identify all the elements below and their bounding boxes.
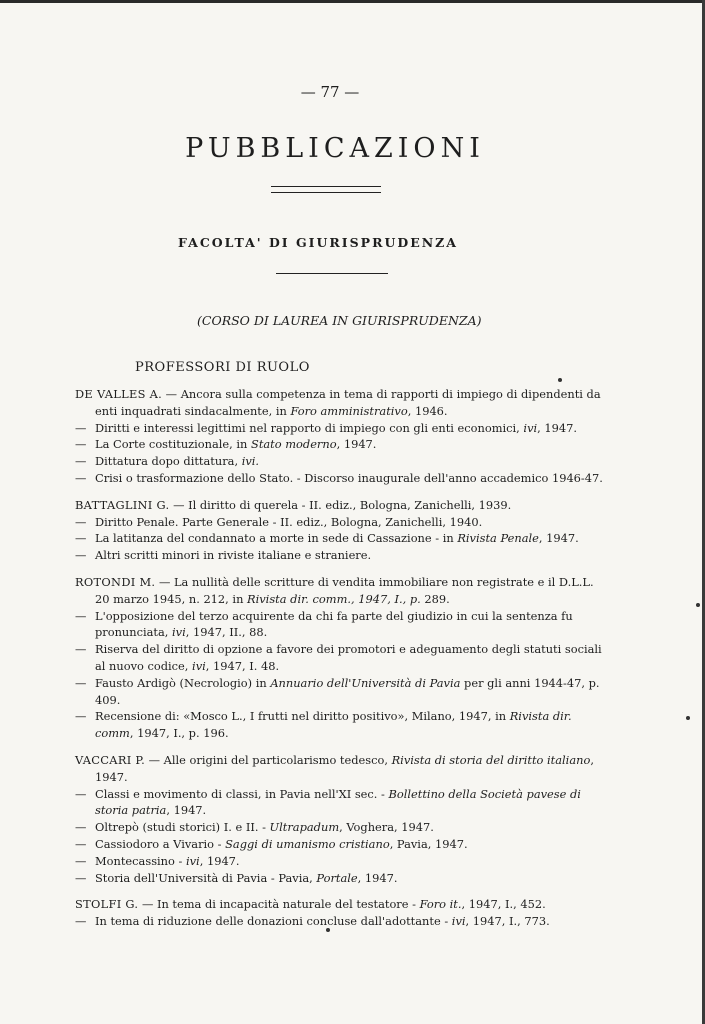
- entry-text: per gli anni 1944-47, p. 409.: [95, 675, 600, 707]
- publication-entry: [75, 608, 605, 642]
- entry-text: Altri scritti minori in riviste italiane e straniere.: [95, 548, 372, 563]
- publication-entry: [75, 853, 605, 870]
- publication-entry: [75, 530, 605, 547]
- entry-text: Montecassino -: [95, 853, 186, 868]
- publication-entry: [75, 420, 605, 437]
- page-top-edge: [0, 0, 705, 3]
- entry-text: — La nullità delle scritture di vendita immobiliare non registrate e il D.L.L. 20 marzo 1945, n. 212, in: [95, 574, 594, 606]
- entry-dash: —: [75, 437, 87, 452]
- entry-text: Recensione di: «Mosco L., I frutti nel diritto positivo», Milano, 1947, in: [95, 709, 510, 724]
- citation-source: Foro it.: [419, 897, 462, 912]
- section-heading: PROFESSORI DI RUOLO: [135, 360, 310, 375]
- publication-entry: [75, 819, 605, 836]
- entry-text: La latitanza del condannato a morte in sede di Cassazione - in: [95, 531, 458, 546]
- citation-source: ivi: [192, 658, 206, 673]
- entry-text: , 1947, I., p. 196.: [129, 726, 229, 741]
- print-speck: [326, 928, 330, 932]
- author-name: STOLFI G.: [75, 897, 139, 912]
- entry-dash: —: [75, 608, 87, 623]
- citation-source: Stato moderno: [251, 437, 337, 452]
- citation-source: ivi: [451, 914, 466, 929]
- entry-text: — In tema di incapacità naturale del testatore -: [138, 897, 420, 912]
- entry-text: — Alle origini del particolarismo tedesco,: [145, 752, 392, 767]
- publication-entry: [75, 514, 605, 531]
- publication-list: [75, 386, 605, 930]
- publication-entry: [75, 836, 605, 853]
- entry-dash: —: [75, 836, 87, 851]
- entry-dash: —: [75, 853, 87, 868]
- print-speck: [696, 603, 700, 607]
- citation-source: Ultrapadum: [269, 820, 340, 835]
- entry-text: Diritto Penale. Parte Generale - II. ediz., Bologna, Zanichelli, 1940.: [95, 514, 483, 529]
- publication-entry: [75, 641, 605, 675]
- publication-entry: [75, 436, 605, 453]
- entry-text: — Ancora sulla competenza in tema di rapporti di impiego di dipendenti da enti inquadrati sindacalmente, in: [95, 387, 601, 418]
- entry-text: , 1947, II., 88.: [185, 625, 268, 640]
- page-number: — 77 —: [300, 83, 360, 101]
- citation-source: Foro amministrativo: [290, 403, 408, 418]
- entry-text: , 1947.: [166, 803, 207, 818]
- publication-entry: [75, 453, 605, 470]
- entry-text: Cassiodoro a Vivario -: [95, 836, 226, 851]
- entry-text: , 1947, I., 773.: [465, 914, 550, 929]
- entry-text: , 1947.: [537, 420, 578, 435]
- entry-dash: —: [75, 675, 87, 690]
- entry-text: , Pavia, 1947.: [389, 836, 468, 851]
- entry-text: , 1947.: [357, 870, 398, 885]
- author-group: [75, 574, 605, 742]
- entry-text: , Voghera, 1947.: [339, 820, 434, 835]
- entry-dash: —: [75, 642, 87, 657]
- citation-source: ivi: [523, 420, 538, 435]
- course-heading: (CORSO DI LAUREA IN GIURISPRUDENZA): [197, 313, 482, 328]
- entry-text: Fausto Ardigò (Necrologio) in: [95, 675, 271, 690]
- author-group: [75, 386, 605, 487]
- citation-source: Annuario dell'Università di Pavia: [270, 675, 461, 690]
- entry-text: La Corte costituzionale, in: [95, 437, 252, 452]
- author-name: DE VALLES A.: [75, 387, 163, 401]
- citation-source: Rivista di storia del diritto italiano: [391, 752, 591, 767]
- entry-dash: —: [75, 454, 87, 469]
- citation-source: ivi: [172, 625, 186, 640]
- publication-entry: [75, 786, 605, 820]
- entry-dash: —: [75, 420, 87, 435]
- citation-source: ivi.: [241, 454, 260, 469]
- entry-text: , 1947, I., 452.: [461, 897, 546, 912]
- publication-entry: [75, 752, 605, 786]
- citation-source: Rivista Penale: [457, 531, 539, 546]
- entry-dash: —: [75, 786, 87, 801]
- entry-text: , 1947.: [538, 531, 579, 546]
- entry-dash: —: [75, 531, 87, 546]
- publication-entry: [75, 547, 605, 564]
- citation-source: Bollettino della Società pavese di storia patria: [95, 786, 581, 818]
- publication-entry: [75, 896, 605, 913]
- citation-source: Saggi di umanismo cristiano: [225, 836, 390, 851]
- entry-dash: —: [75, 470, 87, 485]
- faculty-heading: FACOLTA' DI GIURISPRUDENZA: [178, 235, 458, 250]
- entry-dash: —: [75, 820, 87, 835]
- entry-text: Riserva del diritto di opzione a favore dei promotori e adeguamento degli statuti sociali al nuovo codice,: [95, 642, 602, 673]
- author-group: [75, 497, 605, 564]
- author-name: VACCARI P.: [75, 752, 146, 767]
- entry-text: In tema di riduzione delle donazioni concluse dall'adottante -: [95, 914, 452, 929]
- publication-entry: [75, 386, 605, 420]
- publication-entry: [75, 574, 605, 608]
- title-double-rule: [271, 186, 381, 193]
- publication-entry: [75, 470, 605, 487]
- author-name: BATTAGLINI G.: [75, 497, 170, 512]
- publication-entry: [75, 870, 605, 887]
- entry-dash: —: [75, 870, 87, 885]
- entry-text: , 1947.: [95, 752, 594, 784]
- author-group: [75, 752, 605, 886]
- citation-source: Portale: [316, 870, 358, 885]
- author-name: ROTONDI M.: [75, 574, 156, 589]
- faculty-rule: [276, 273, 388, 274]
- entry-text: L'opposizione del terzo acquirente da chi fa parte del giudizio in cui la sentenza fu pronunciata,: [95, 608, 573, 640]
- entry-text: , 1947.: [199, 853, 240, 868]
- entry-text: — Il diritto di querela - II. ediz., Bologna, Zanichelli, 1939.: [169, 497, 512, 512]
- entry-text: Dittatura dopo dittatura,: [95, 454, 242, 469]
- publication-entry: [75, 675, 605, 709]
- entry-text: Crisi o trasformazione dello Stato. - Discorso inaugurale dell'anno accademico 1946-47.: [95, 470, 603, 485]
- entry-dash: —: [75, 548, 87, 563]
- entry-text: Diritti e interessi legittimi nel rapporto di impiego con gli enti economici,: [95, 420, 524, 435]
- entry-text: , 1947, I. 48.: [205, 658, 280, 673]
- entry-text: 289.: [420, 591, 450, 606]
- publication-entry: [75, 497, 605, 514]
- entry-text: , 1947.: [336, 437, 377, 452]
- publication-entry: [75, 913, 605, 930]
- page-title: PUBBLICAZIONI: [185, 133, 485, 164]
- citation-source: ivi: [185, 853, 200, 868]
- entry-text: , 1946.: [407, 403, 448, 418]
- entry-text: Oltrepò (studi storici) I. e II. -: [95, 820, 270, 835]
- print-speck: [558, 378, 562, 382]
- entry-dash: —: [75, 914, 87, 929]
- print-speck: [686, 716, 690, 720]
- author-group: [75, 896, 605, 930]
- entry-text: Storia dell'Università di Pavia - Pavia,: [95, 870, 317, 885]
- publication-entry: [75, 708, 605, 742]
- entry-text: Classi e movimento di classi, in Pavia nell'XI sec. -: [95, 786, 389, 801]
- citation-source: Rivista dir. comm: [95, 709, 572, 741]
- citation-source: Rivista dir. comm., 1947, I., p.: [247, 591, 421, 606]
- entry-dash: —: [75, 514, 87, 529]
- entry-dash: —: [75, 709, 87, 724]
